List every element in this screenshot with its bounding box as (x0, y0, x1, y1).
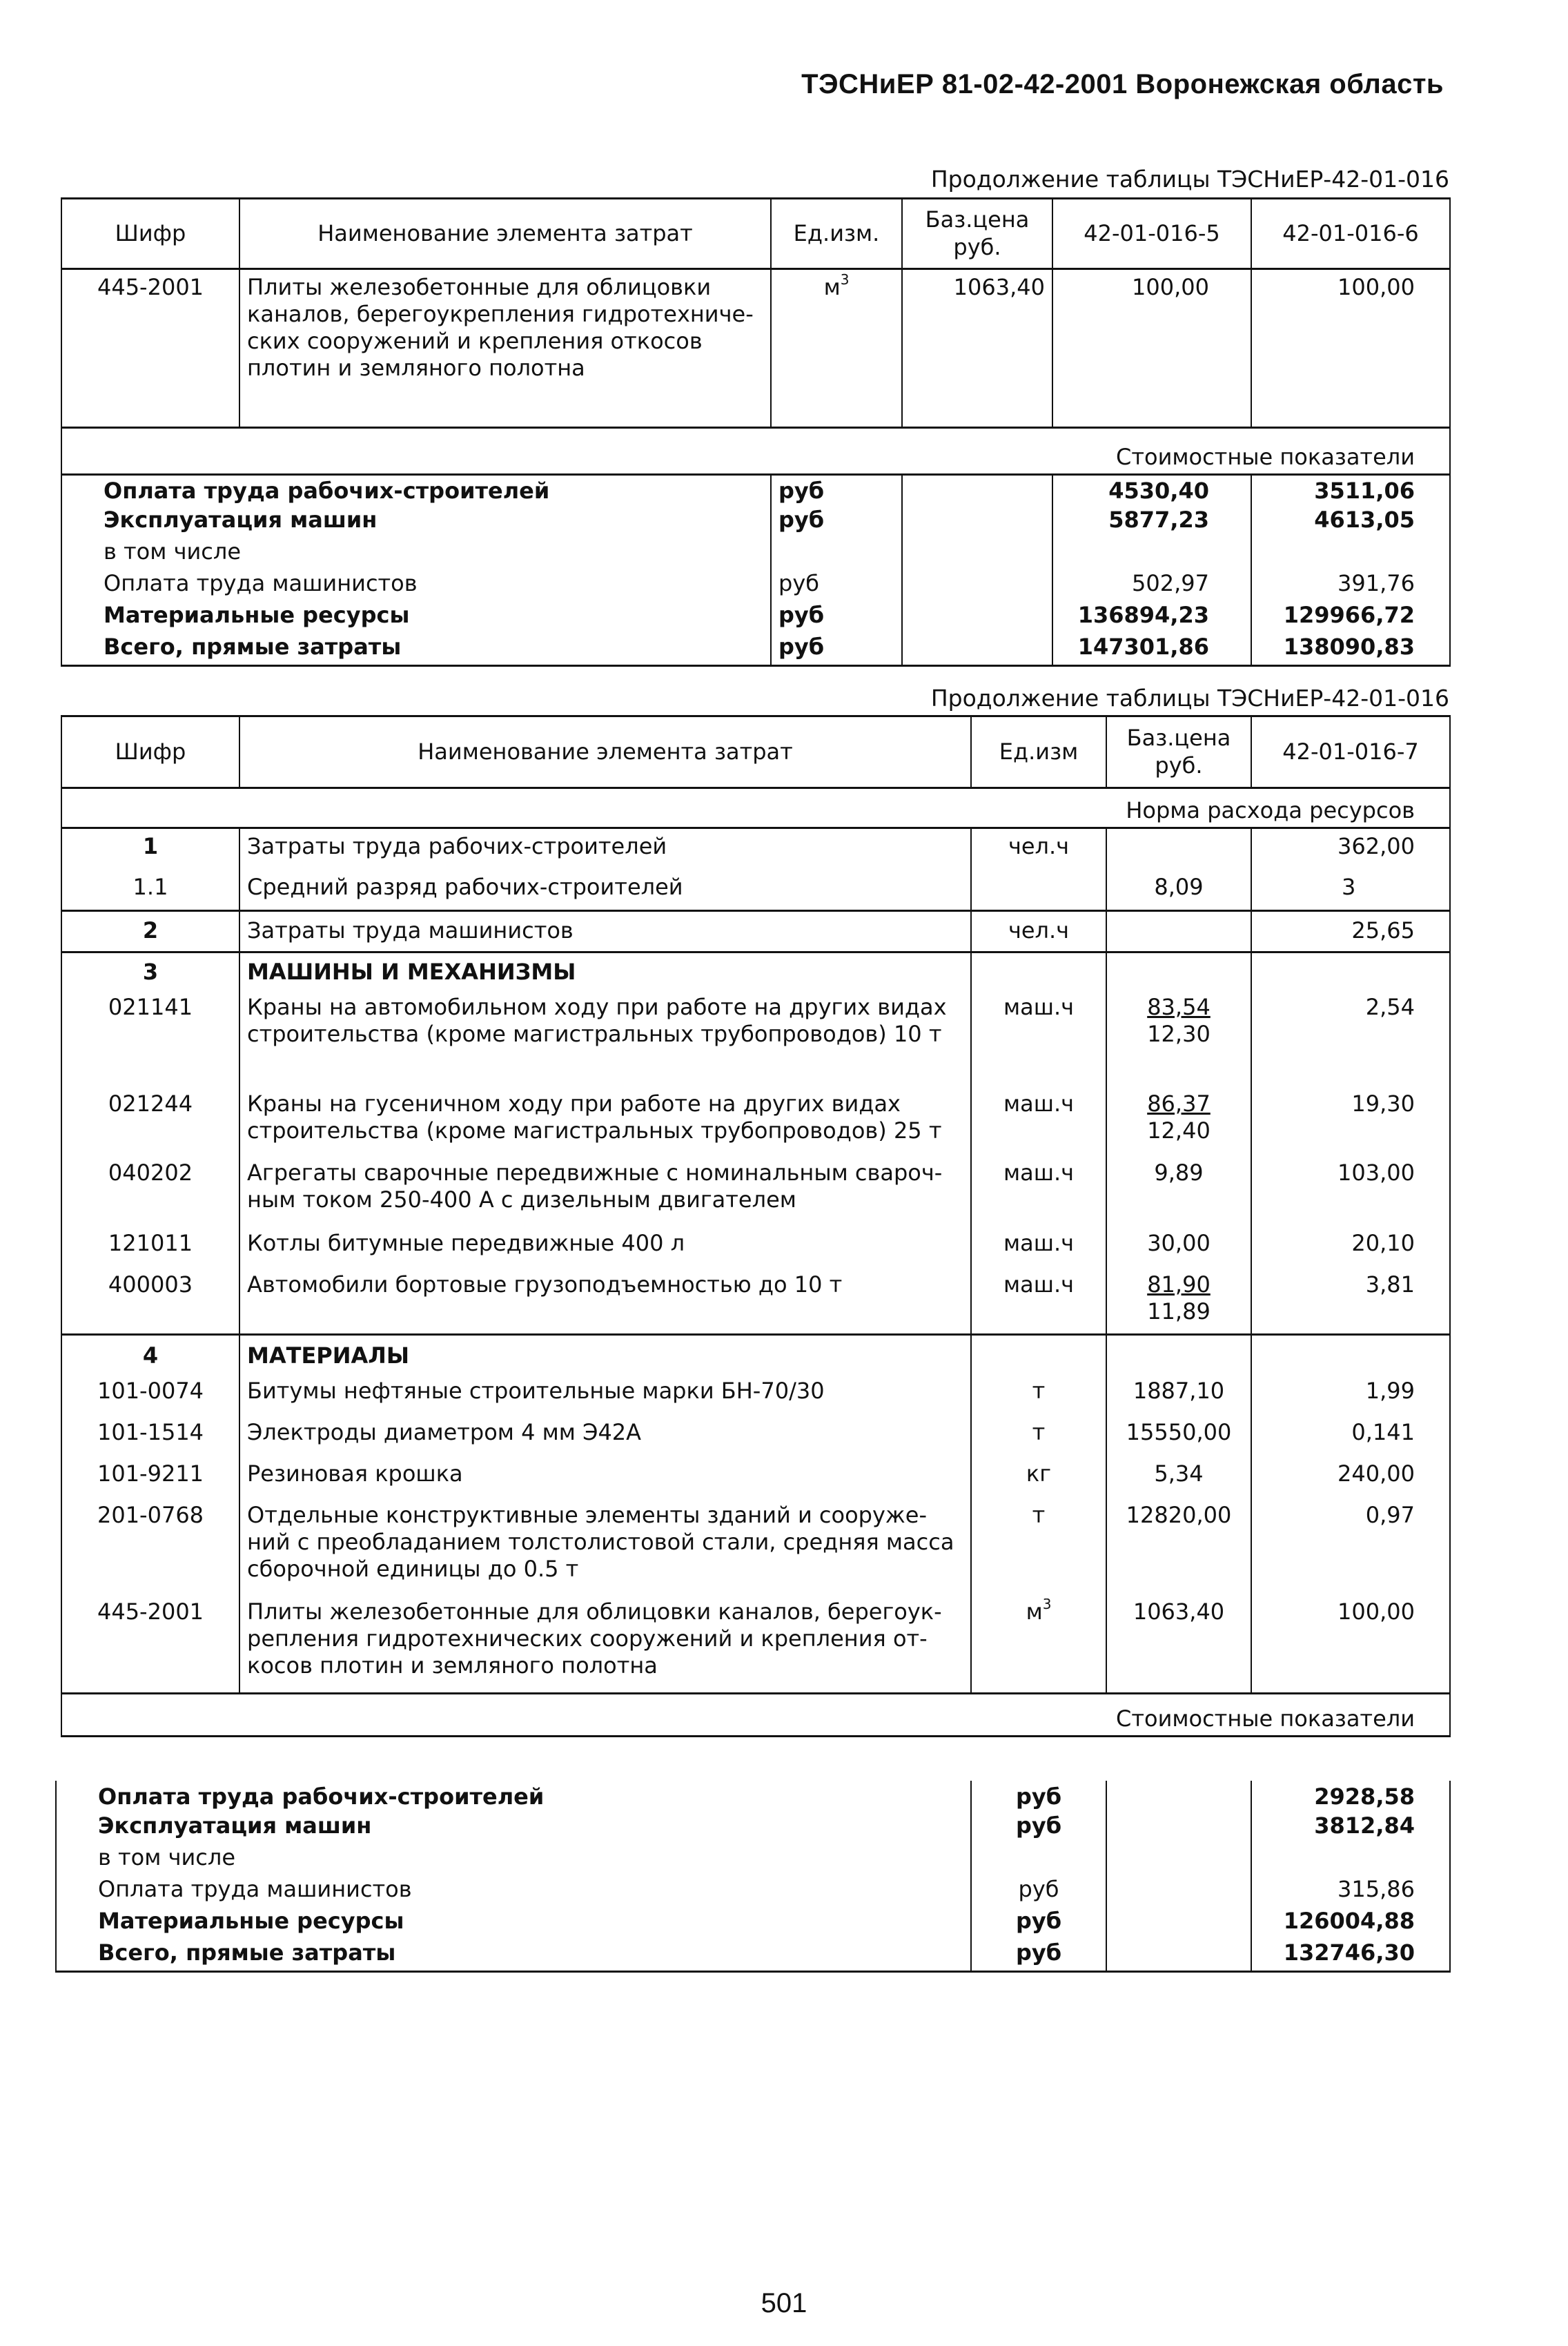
summary-value: 132746,30 (1251, 1939, 1450, 1971)
row-unit: т (971, 1419, 1106, 1460)
col-header-unit: Ед.изм (971, 716, 1106, 788)
col-header-code: Шифр (61, 199, 239, 269)
summary-price (1106, 1812, 1251, 1844)
row-name: Агрегаты сварочные передвижные с номинальным свароч-ным током 250-400 А с дизельным двигателем (239, 1160, 971, 1230)
summary-price (902, 475, 1052, 507)
summary-row (56, 1876, 1450, 1908)
row-price: 1063,40 (902, 269, 1052, 428)
row-code: 445-2001 (61, 269, 239, 428)
row-name: МАШИНЫ И МЕХАНИЗМЫ (239, 952, 971, 994)
row-value-6: 100,00 (1251, 269, 1450, 428)
row-name: Краны на гусеничном ходу при работе на других видах строительства (кроме магистральных трубопроводов) 25 т (239, 1091, 971, 1160)
row-value: 0,97 (1251, 1502, 1450, 1599)
summary-unit: руб (971, 1908, 1106, 1939)
row-code: 1 (61, 828, 239, 870)
cost-label: Стоимостные показатели (61, 1694, 1450, 1737)
summary-label: Материальные ресурсы (61, 602, 771, 634)
summary-value: 2928,58 (1251, 1781, 1450, 1812)
table1 (61, 197, 1451, 476)
summary-unit: руб (971, 1812, 1106, 1844)
page-number: 501 (761, 2288, 807, 2318)
row-name: Отдельные конструктивные элементы зданий и сооруже-ний с преобладанием толстолистовой стали, средняя масса сборочной единицы до 0.5 т (239, 1502, 971, 1599)
row-value: 25,65 (1251, 911, 1450, 952)
summary-value-6: 391,76 (1251, 570, 1450, 602)
summary-price (902, 570, 1052, 602)
row-price: 8,09 (1106, 870, 1251, 911)
summary-price (1106, 1876, 1251, 1908)
row-name: Резиновая крошка (239, 1460, 971, 1502)
row-price: 15550,00 (1106, 1419, 1251, 1460)
row-value-5: 100,00 (1052, 269, 1251, 428)
table2-summary (55, 1781, 1451, 1973)
summary-unit: руб (771, 634, 902, 665)
table1-summary (61, 475, 1451, 667)
row-code: 101-9211 (61, 1460, 239, 1502)
col-header-name: Наименование элемента затрат (239, 199, 771, 269)
summary-unit (771, 538, 902, 570)
summary-label: Материальные ресурсы (56, 1908, 971, 1939)
row-price (1106, 911, 1251, 952)
row-code: 445-2001 (61, 1599, 239, 1694)
summary-unit: руб (771, 507, 902, 538)
table2 (61, 715, 1451, 1737)
norm-label-row (61, 788, 1450, 828)
summary-row (56, 1908, 1450, 1939)
row-value: 20,10 (1251, 1230, 1450, 1271)
row-unit: $м^3$ (971, 1599, 1106, 1694)
summary-price (902, 634, 1052, 665)
row-price (1106, 1335, 1251, 1378)
summary-unit: руб (771, 475, 902, 507)
row-code: 101-0074 (61, 1378, 239, 1419)
summary-value (1251, 1844, 1450, 1876)
row-value: 103,00 (1251, 1160, 1450, 1230)
summary-row (61, 570, 1450, 602)
summary-value-5: 5877,23 (1052, 507, 1251, 538)
col-header-norm-7: 42-01-016-7 (1251, 716, 1450, 788)
summary-row (61, 507, 1450, 538)
row-value: 3 (1251, 870, 1450, 911)
summary-value-5: 147301,86 (1052, 634, 1251, 665)
summary-value-5: 136894,23 (1052, 602, 1251, 634)
row-unit: т (971, 1378, 1106, 1419)
row-name: Электроды диаметром 4 мм Э42А (239, 1419, 971, 1460)
row-price: 1887,10 (1106, 1378, 1251, 1419)
row-value: 100,00 (1251, 1599, 1450, 1694)
summary-label: Эксплуатация машин (61, 507, 771, 538)
row-unit: чел.ч (971, 911, 1106, 952)
table-row (61, 1230, 1450, 1271)
row-name: Плиты железобетонные для облицовки каналов, берегоукрепления гидротехниче-ских сооружений и крепления откосов плотин и земляного полотна (239, 269, 771, 428)
table2-header-row (61, 716, 1450, 788)
row-value: 362,00 (1251, 828, 1450, 870)
row-price: 5,34 (1106, 1460, 1251, 1502)
col-header-price: Баз.цена руб. (902, 199, 1052, 269)
summary-row (56, 1939, 1450, 1971)
summary-row (61, 475, 1450, 507)
row-code: 021141 (61, 994, 239, 1091)
row-name: Котлы битумные передвижные 400 л (239, 1230, 971, 1271)
summary-unit: руб (771, 570, 902, 602)
summary-row (56, 1781, 1450, 1812)
cost-label-row (61, 1694, 1450, 1737)
summary-value-6: 4613,05 (1251, 507, 1450, 538)
row-price (1106, 952, 1251, 994)
table-row (61, 1160, 1450, 1230)
col-header-name: Наименование элемента затрат (239, 716, 971, 788)
row-value: 0,141 (1251, 1419, 1450, 1460)
row-name: Битумы нефтяные строительные марки БН-70/30 (239, 1378, 971, 1419)
row-name: Автомобили бортовые грузоподъемностью до 10 т (239, 1271, 971, 1335)
row-price (1106, 828, 1251, 870)
norm-label: Норма расхода ресурсов (61, 788, 1450, 828)
row-name: Средний разряд рабочих-строителей (239, 870, 971, 911)
row-value: 3,81 (1251, 1271, 1450, 1335)
row-unit: кг (971, 1460, 1106, 1502)
price-base: 81,90 (1147, 1271, 1211, 1298)
summary-value-6 (1251, 538, 1450, 570)
row-name: Краны на автомобильном ходу при работе на других видах строительства (кроме магистральных трубопроводов) 10 т (239, 994, 971, 1091)
row-value: 1,99 (1251, 1378, 1450, 1419)
summary-price (902, 538, 1052, 570)
summary-value-6: 138090,83 (1251, 634, 1450, 665)
row-name: Затраты труда машинистов (239, 911, 971, 952)
table-row (61, 1599, 1450, 1694)
summary-price (1106, 1908, 1251, 1939)
row-code: 1.1 (61, 870, 239, 911)
col-header-norm-5: 42-01-016-5 (1052, 199, 1251, 269)
summary-unit: руб (971, 1876, 1106, 1908)
table-row (61, 1460, 1450, 1502)
summary-price (1106, 1939, 1251, 1971)
summary-price (1106, 1781, 1251, 1812)
summary-value-5: 4530,40 (1052, 475, 1251, 507)
table1-continuation: Продолжение таблицы ТЭСНиЕР-42-01-016 (930, 166, 1449, 193)
table-row (61, 1271, 1450, 1335)
summary-value: 3812,84 (1251, 1812, 1450, 1844)
table-row (61, 269, 1450, 428)
summary-row (56, 1844, 1450, 1876)
summary-value-5 (1052, 538, 1251, 570)
row-unit: маш.ч (971, 1160, 1106, 1230)
summary-unit: руб (971, 1781, 1106, 1812)
summary-label: в том числе (56, 1844, 971, 1876)
cost-label-row (61, 428, 1450, 475)
row-code: 4 (61, 1335, 239, 1378)
summary-price (902, 507, 1052, 538)
table-row (61, 994, 1450, 1091)
summary-value-5: 502,97 (1052, 570, 1251, 602)
col-header-norm-6: 42-01-016-6 (1251, 199, 1450, 269)
summary-row (61, 538, 1450, 570)
summary-label: Оплата труда рабочих-строителей (61, 475, 771, 507)
row-value: 240,00 (1251, 1460, 1450, 1502)
row-code: 201-0768 (61, 1502, 239, 1599)
row-code: 121011 (61, 1230, 239, 1271)
summary-label: Всего, прямые затраты (61, 634, 771, 665)
col-header-price: Баз.цена руб. (1106, 716, 1251, 788)
summary-row (61, 634, 1450, 665)
row-name: МАТЕРИАЛЫ (239, 1335, 971, 1378)
row-unit: маш.ч (971, 994, 1106, 1091)
summary-value: 126004,88 (1251, 1908, 1450, 1939)
col-header-unit: Ед.изм. (771, 199, 902, 269)
row-value (1251, 1335, 1450, 1378)
col-header-code: Шифр (61, 716, 239, 788)
price-wage: 12,40 (1147, 1117, 1211, 1144)
row-name: Плиты железобетонные для облицовки каналов, берегоук-репления гидротехнических сооружений и крепления от-косов плотин и земляного полотна (239, 1599, 971, 1694)
row-price: 9,89 (1106, 1160, 1251, 1230)
row-price: 12820,00 (1106, 1502, 1251, 1599)
row-value (1251, 952, 1450, 994)
row-value: 2,54 (1251, 994, 1450, 1091)
row-price (1106, 994, 1251, 1091)
row-price: 1063,40 (1106, 1599, 1251, 1694)
summary-unit: руб (971, 1939, 1106, 1971)
summary-price (1106, 1844, 1251, 1876)
row-unit (971, 952, 1106, 994)
summary-label: Оплата труда машинистов (56, 1876, 971, 1908)
row-price (1106, 1091, 1251, 1160)
table-row (61, 870, 1450, 911)
summary-label: в том числе (61, 538, 771, 570)
row-unit: т (971, 1502, 1106, 1599)
cost-label: Стоимостные показатели (61, 428, 1450, 475)
row-unit: маш.ч (971, 1091, 1106, 1160)
row-code: 040202 (61, 1160, 239, 1230)
table-row (61, 828, 1450, 870)
summary-value-6: 129966,72 (1251, 602, 1450, 634)
summary-row (56, 1812, 1450, 1844)
summary-label: Всего, прямые затраты (56, 1939, 971, 1971)
row-code: 3 (61, 952, 239, 994)
table2-continuation: Продолжение таблицы ТЭСНиЕР-42-01-016 (930, 685, 1449, 712)
row-code: 021244 (61, 1091, 239, 1160)
page-header: ТЭСНиЕР 81-02-42-2001 Воронежская область (801, 69, 1444, 99)
price-wage: 11,89 (1147, 1298, 1211, 1324)
price-base: 83,54 (1147, 993, 1211, 1020)
row-unit: маш.ч (971, 1271, 1106, 1335)
table1-header-row (61, 199, 1450, 269)
summary-price (902, 602, 1052, 634)
row-code: 400003 (61, 1271, 239, 1335)
summary-label: Оплата труда машинистов (61, 570, 771, 602)
summary-label: Оплата труда рабочих-строителей (56, 1781, 971, 1812)
row-code: 2 (61, 911, 239, 952)
table-row (61, 1335, 1450, 1378)
row-value: 19,30 (1251, 1091, 1450, 1160)
summary-label: Эксплуатация машин (56, 1812, 971, 1844)
table-row (61, 952, 1450, 994)
summary-value-6: 3511,06 (1251, 475, 1450, 507)
price-base: 86,37 (1147, 1090, 1211, 1117)
table-row (61, 911, 1450, 952)
table-row (61, 1419, 1450, 1460)
summary-unit (971, 1844, 1106, 1876)
table-row (61, 1378, 1450, 1419)
table-row (61, 1091, 1450, 1160)
price-wage: 12,30 (1147, 1020, 1211, 1047)
summary-value: 315,86 (1251, 1876, 1450, 1908)
table-row (61, 1502, 1450, 1599)
row-price: 30,00 (1106, 1230, 1251, 1271)
summary-unit: руб (771, 602, 902, 634)
row-code: 101-1514 (61, 1419, 239, 1460)
row-unit: маш.ч (971, 1230, 1106, 1271)
row-unit: $м^3$ (771, 269, 902, 428)
row-name: Затраты труда рабочих-строителей (239, 828, 971, 870)
summary-row (61, 602, 1450, 634)
row-price (1106, 1271, 1251, 1335)
row-unit (971, 1335, 1106, 1378)
row-unit: чел.ч (971, 828, 1106, 870)
row-unit (971, 870, 1106, 911)
